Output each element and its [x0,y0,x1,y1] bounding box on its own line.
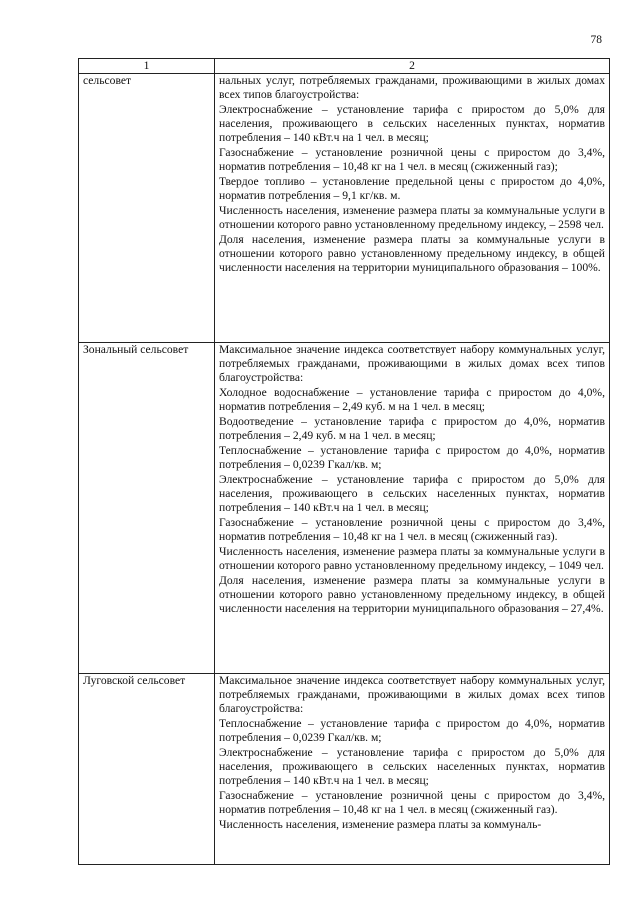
header-row [79,59,610,74]
table-row [79,674,610,865]
paragraph: Доля населения, изменение размера платы за коммунальные услуги в отношении которого равно установленному предельному индексу, в общей численности населения на территории муниципального образования – 100%. [219,233,605,274]
paragraph: Газоснабжение – установление розничной цены с приростом до 3,4%, норматив потребления – 10,48 кг на 1 чел. в месяц (сжиженный газ). [219,516,605,543]
index-description [215,74,610,343]
paragraph: Теплоснабжение – установление тарифа с приростом до 4,0%, норматив потребления – 0,0239 Гкал/кв. м; [219,444,605,471]
column-header-1: 1 [79,59,215,74]
municipality-name: Луговской сельсовет [79,674,215,865]
paragraph: нальных услуг, потребляемых гражданами, проживающими в жилых домах всех типов благоустройства: [219,74,605,101]
paragraph: Холодное водоснабжение – установление тарифа с приростом до 4,0%, норматив потребления – 2,49 куб. м на 1 чел. в месяц; [219,386,605,413]
index-description [215,674,610,865]
index-description [215,343,610,674]
paragraph: Максимальное значение индекса соответствует набору коммунальных услуг, потребляемых гражданами, проживающими в жилых домах всех типов благоустройства: [219,343,605,384]
paragraph: Максимальное значение индекса соответствует набору коммунальных услуг, потребляемых гражданами, проживающими в жилых домах всех типов благоустройства: [219,674,605,715]
paragraph: Доля населения, изменение размера платы за коммунальные услуги в отношении которого равно установленному предельному индексу, в общей численности населения на территории муниципального образования – 27,4%. [219,574,605,615]
paragraph: Водоотведение – установление тарифа с приростом до 4,0%, норматив потребления – 2,49 куб. м на 1 чел. в месяц; [219,415,605,442]
municipality-name: сельсовет [79,74,215,343]
paragraph: Численность населения, изменение размера платы за коммунальные услуги в отношении которого равно установленному предельному индексу, – 1049 чел. [219,545,605,572]
paragraph: Твердое топливо – установление предельной цены с приростом до 4,0%, норматив потребления – 9,1 кг/кв. м. [219,175,605,202]
paragraph: Электроснабжение – установление тарифа с приростом до 5,0% для населения, проживающего в сельских населенных пунктах, норматив потребления – 140 кВт.ч на 1 чел. в месяц; [219,746,605,787]
paragraph: Численность населения, изменение размера платы за коммунальные услуги в отношении которого равно установленному предельному индексу, – 2598 чел. [219,204,605,231]
table-row [79,74,610,343]
paragraph: Электроснабжение – установление тарифа с приростом до 5,0% для населения, проживающего в сельских населенных пунктах, норматив потребления – 140 кВт.ч на 1 чел. в месяц; [219,103,605,144]
paragraph: Газоснабжение – установление розничной цены с приростом до 3,4%, норматив потребления – 10,48 кг на 1 чел. в месяц (сжиженный газ). [219,789,605,816]
municipality-name: Зональный сельсовет [79,343,215,674]
index-table [78,58,610,865]
paragraph: Теплоснабжение – установление тарифа с приростом до 4,0%, норматив потребления – 0,0239 Гкал/кв. м; [219,717,605,744]
paragraph: Газоснабжение – установление розничной цены с приростом до 3,4%, норматив потребления – 10,48 кг на 1 чел. в месяц (сжиженный газ); [219,146,605,173]
table-row [79,343,610,674]
paragraph: Электроснабжение – установление тарифа с приростом до 5,0% для населения, проживающего в сельских населенных пунктах, норматив потребления – 140 кВт.ч на 1 чел. в месяц; [219,473,605,514]
paragraph: Численность населения, изменение размера платы за коммуналь- [219,818,542,831]
page-number: 78 [590,34,602,46]
column-header-2: 2 [215,59,610,74]
